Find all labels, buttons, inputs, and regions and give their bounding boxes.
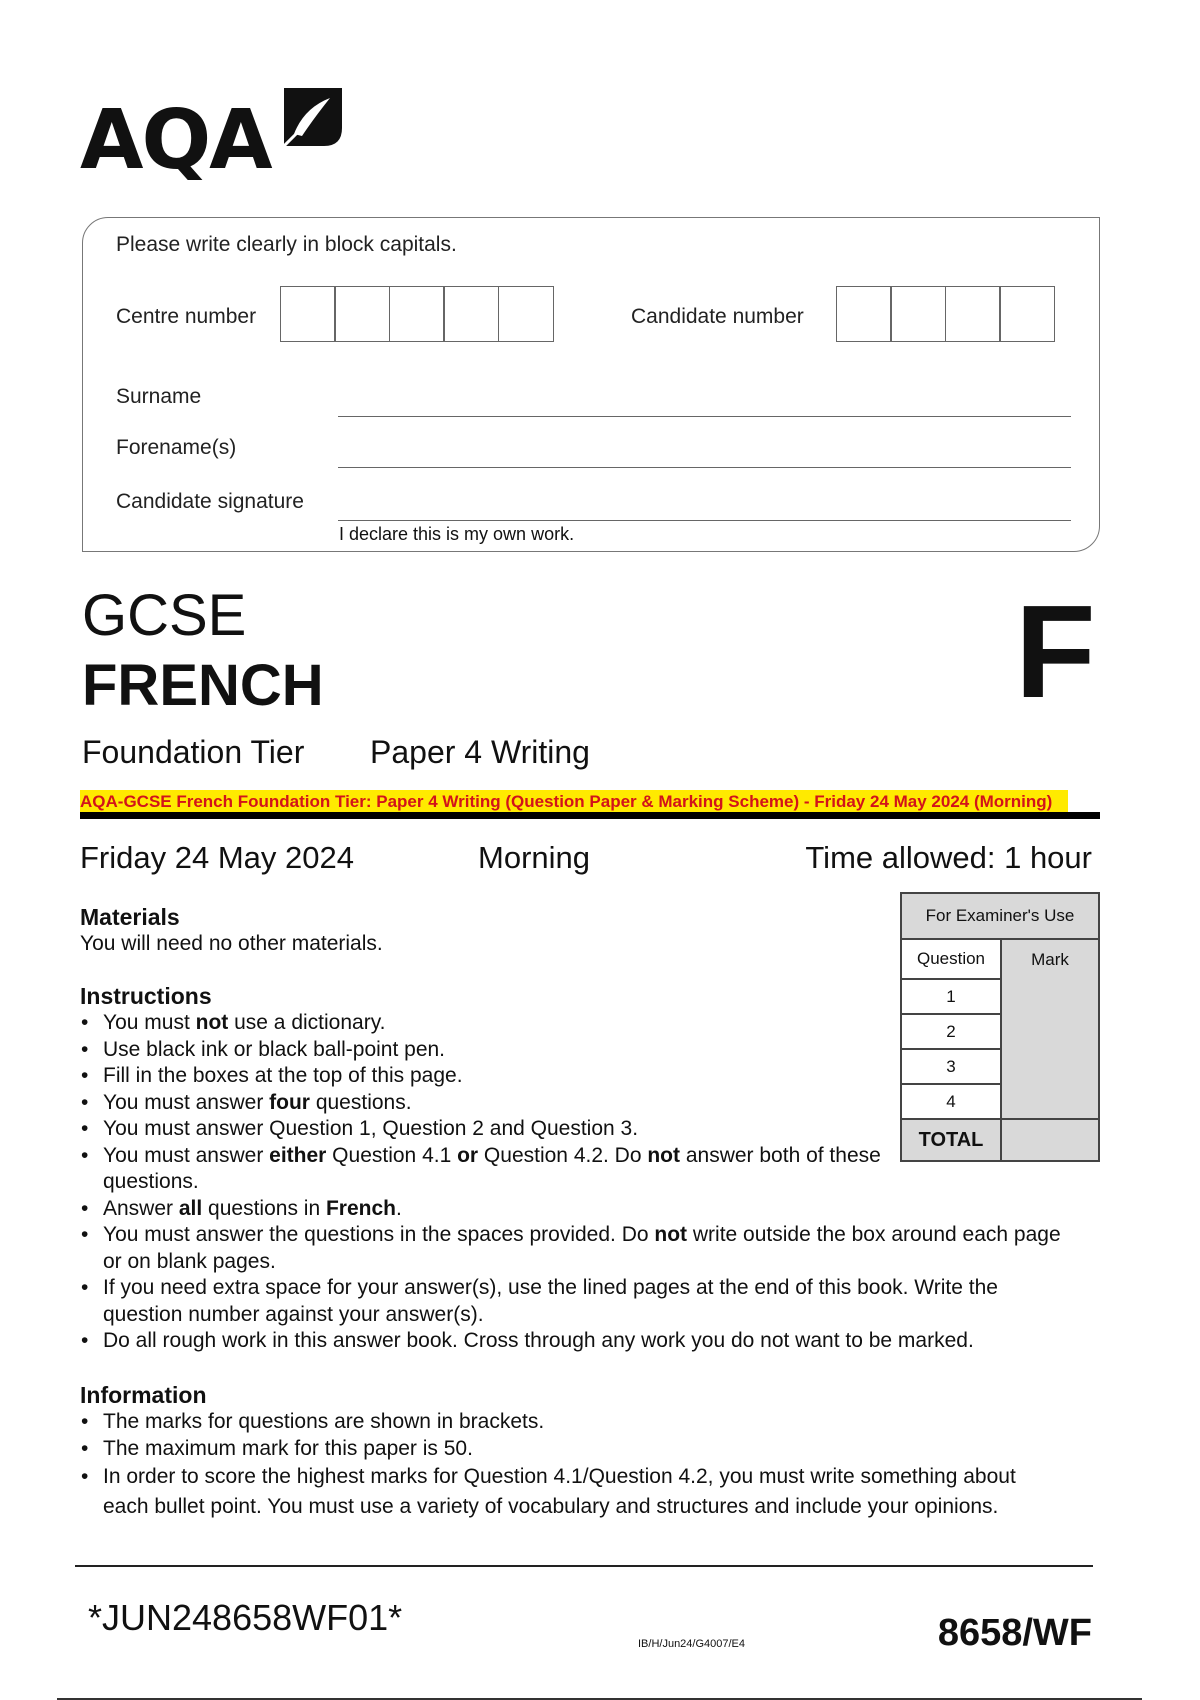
instruction-item: • You must answer Question 1, Question 2 and Question 3.	[80, 1116, 903, 1143]
paper-code: 8658/WF	[937, 1612, 1092, 1654]
instruction-item: • Use black ink or black ball-point pen.	[80, 1037, 903, 1064]
declaration-text: I declare this is my own work.	[339, 524, 575, 544]
block-capitals-instruction: Please write clearly in block capitals.	[116, 233, 457, 256]
instructions-heading: Instructions	[80, 983, 212, 1009]
candidate-number-box[interactable]	[890, 286, 946, 342]
tier-letter: F	[1015, 578, 1096, 725]
information-heading: Information	[80, 1382, 207, 1408]
subject-title: FRENCH	[82, 653, 324, 718]
information-item: • The marks for questions are shown in brackets.	[80, 1409, 1040, 1436]
title-rule	[80, 812, 1100, 819]
forename-label: Forename(s)	[116, 436, 237, 459]
information-item: • In order to score the highest marks for Question 4.1/Question 4.2, you must write something about each bullet point. You must use a variety of vocabulary and structures and include your opinions.	[80, 1462, 1040, 1522]
instruction-item: • Fill in the boxes at the top of this page.	[80, 1063, 903, 1090]
centre-number-label: Centre number	[116, 305, 257, 328]
title-banner: AQA-GCSE French Foundation Tier: Paper 4 Writing (Question Paper & Marking Scheme) - Friday 24 May 2024 (Morning)	[80, 790, 1068, 814]
examiner-use-table	[900, 892, 1100, 1162]
centre-number-box[interactable]	[498, 286, 554, 342]
total-mark-cell	[1001, 1119, 1099, 1161]
barcode-text: *JUN248658WF01*	[88, 1597, 403, 1638]
exam-date: Friday 24 May 2024	[80, 840, 354, 875]
time-allowed: Time allowed: 1 hour	[805, 840, 1092, 875]
aqa-logo	[80, 88, 350, 188]
candidate-number-boxes[interactable]	[837, 286, 1055, 342]
instruction-item: • Do all rough work in this answer book. Cross through any work you do not want to be marked.	[80, 1328, 1070, 1355]
question-number-cell: 3	[901, 1049, 1001, 1084]
centre-number-box[interactable]	[389, 286, 445, 342]
centre-number-box[interactable]	[334, 286, 390, 342]
mark-column-header: Mark	[1001, 939, 1099, 1119]
candidate-number-label: Candidate number	[631, 305, 804, 328]
footer-rule	[75, 1565, 1093, 1567]
centre-number-box[interactable]	[443, 286, 499, 342]
information-list	[80, 1409, 1040, 1522]
total-label: TOTAL	[901, 1119, 1001, 1161]
candidate-number-box[interactable]	[999, 286, 1055, 342]
centre-number-box[interactable]	[280, 286, 336, 342]
candidate-number-box[interactable]	[836, 286, 892, 342]
logo-text: AQA	[80, 93, 271, 188]
surname-line[interactable]	[338, 416, 1071, 417]
candidate-details-box	[82, 217, 1100, 552]
exam-session: Morning	[478, 840, 590, 875]
materials-text: You will need no other materials.	[80, 932, 383, 955]
instruction-item: • You must answer four questions.	[80, 1090, 903, 1117]
logo-leaf-icon	[284, 88, 342, 146]
materials-heading: Materials	[80, 904, 180, 930]
paper-label: Paper 4 Writing	[370, 734, 590, 770]
instruction-item: • Answer all questions in French.	[80, 1196, 1070, 1223]
question-number-cell: 4	[901, 1084, 1001, 1119]
information-item: • The maximum mark for this paper is 50.	[80, 1436, 1040, 1463]
question-number-cell: 1	[901, 979, 1001, 1014]
question-column-header: Question	[901, 939, 1001, 979]
examiner-use-title: For Examiner's Use	[901, 893, 1099, 939]
paper-reference: IB/H/Jun24/G4007/E4	[638, 1638, 746, 1650]
candidate-number-box[interactable]	[945, 286, 1001, 342]
signature-line[interactable]	[338, 520, 1071, 521]
qualification-title: GCSE	[82, 583, 247, 648]
centre-number-boxes[interactable]	[281, 286, 554, 342]
forename-line[interactable]	[338, 467, 1071, 468]
tier-label: Foundation Tier	[82, 734, 305, 770]
instruction-item: • You must answer the questions in the spaces provided. Do not write outside the box around each page or on blank pages.	[80, 1222, 1070, 1275]
question-number-cell: 2	[901, 1014, 1001, 1049]
instruction-item: • You must answer either Question 4.1 or Question 4.2. Do not answer both of these questions.	[80, 1143, 903, 1196]
signature-label: Candidate signature	[116, 490, 304, 513]
instruction-item: • You must not use a dictionary.	[80, 1010, 903, 1037]
surname-label: Surname	[116, 385, 202, 408]
instruction-item: • If you need extra space for your answer(s), use the lined pages at the end of this book. Write the question number against your answer(s).	[80, 1275, 1070, 1328]
